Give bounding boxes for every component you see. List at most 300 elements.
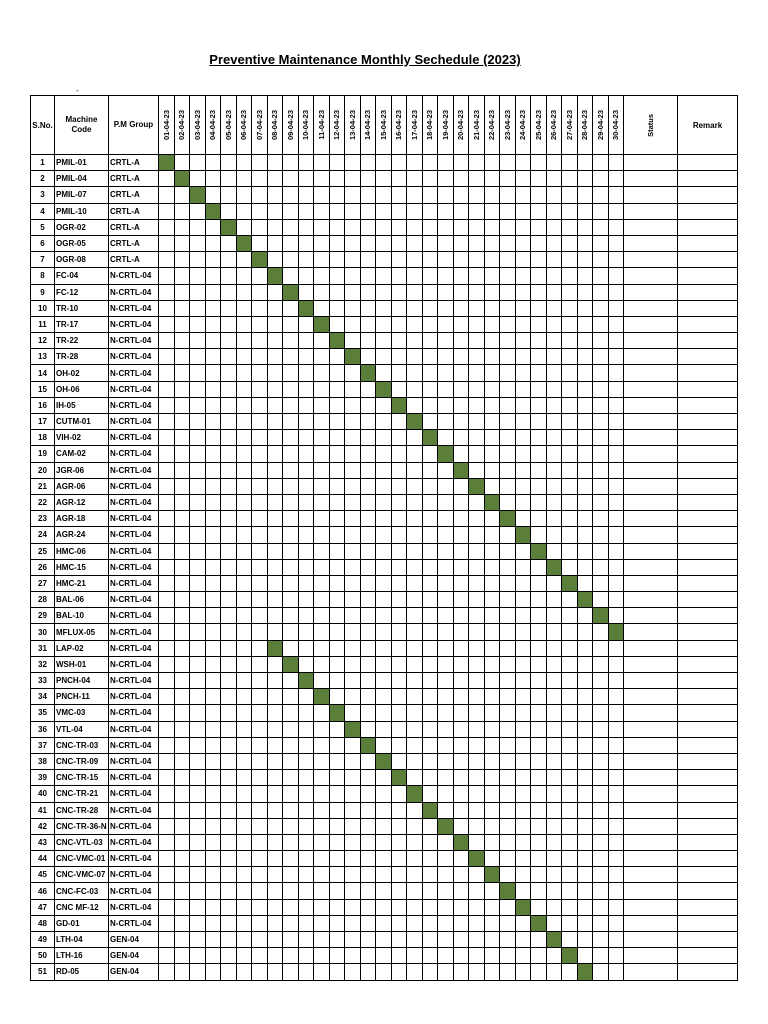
scheduled-cell — [562, 948, 578, 964]
day-cell — [252, 721, 268, 737]
table-row — [31, 171, 738, 187]
row-status — [624, 673, 678, 689]
day-cell — [314, 948, 330, 964]
day-cell — [438, 899, 454, 915]
table-row — [31, 284, 738, 300]
day-cell — [438, 430, 454, 446]
day-cell — [515, 397, 531, 413]
day-cell — [546, 446, 562, 462]
day-cell — [484, 365, 500, 381]
day-cell — [205, 300, 221, 316]
scheduled-cell — [546, 559, 562, 575]
day-cell — [314, 899, 330, 915]
day-cell — [608, 802, 624, 818]
day-cell — [345, 624, 361, 640]
day-cell — [391, 705, 407, 721]
day-cell — [531, 397, 547, 413]
day-cell — [438, 673, 454, 689]
day-cell — [391, 737, 407, 753]
day-cell — [329, 883, 345, 899]
day-cell — [608, 834, 624, 850]
day-cell — [221, 494, 237, 510]
scheduled-cell — [314, 316, 330, 332]
day-cell — [267, 932, 283, 948]
row-pm-group: N-CRTL-04 — [109, 802, 159, 818]
table-row — [31, 786, 738, 802]
day-cell — [484, 478, 500, 494]
day-cell — [360, 252, 376, 268]
day-cell — [422, 964, 438, 980]
day-cell — [376, 592, 392, 608]
row-pm-group: N-CRTL-04 — [109, 899, 159, 915]
day-cell — [484, 316, 500, 332]
header-date-label: 06-04-23 — [239, 109, 248, 141]
day-cell — [453, 543, 469, 559]
day-cell — [205, 478, 221, 494]
day-cell — [283, 834, 299, 850]
scheduled-cell — [159, 155, 175, 171]
day-cell — [360, 300, 376, 316]
day-cell — [221, 673, 237, 689]
row-sno: 50 — [31, 948, 55, 964]
day-cell — [252, 284, 268, 300]
scheduled-cell — [205, 203, 221, 219]
day-cell — [608, 494, 624, 510]
header-date — [159, 96, 175, 155]
day-cell — [360, 446, 376, 462]
day-cell — [221, 349, 237, 365]
day-cell — [360, 575, 376, 591]
row-pm-group: N-CRTL-04 — [109, 883, 159, 899]
day-cell — [376, 608, 392, 624]
day-cell — [345, 543, 361, 559]
header-date — [252, 96, 268, 155]
day-cell — [422, 575, 438, 591]
scheduled-cell — [236, 235, 252, 251]
row-pm-group: N-CRTL-04 — [109, 770, 159, 786]
day-cell — [267, 397, 283, 413]
day-cell — [469, 964, 485, 980]
day-cell — [469, 753, 485, 769]
day-cell — [407, 656, 423, 672]
day-cell — [329, 867, 345, 883]
day-cell — [438, 462, 454, 478]
day-cell — [205, 689, 221, 705]
row-remark — [678, 867, 738, 883]
day-cell — [422, 219, 438, 235]
day-cell — [484, 656, 500, 672]
day-cell — [252, 494, 268, 510]
day-cell — [546, 802, 562, 818]
day-cell — [577, 171, 593, 187]
day-cell — [500, 834, 516, 850]
day-cell — [376, 851, 392, 867]
day-cell — [407, 867, 423, 883]
day-cell — [391, 446, 407, 462]
day-cell — [422, 397, 438, 413]
day-cell — [438, 737, 454, 753]
day-cell — [360, 786, 376, 802]
day-cell — [314, 414, 330, 430]
day-cell — [376, 559, 392, 575]
day-cell — [283, 737, 299, 753]
day-cell — [236, 155, 252, 171]
header-date-label: 04-04-23 — [208, 109, 217, 141]
day-cell — [453, 867, 469, 883]
day-cell — [159, 656, 175, 672]
row-sno: 36 — [31, 721, 55, 737]
table-row — [31, 414, 738, 430]
row-sno: 16 — [31, 397, 55, 413]
day-cell — [376, 187, 392, 203]
day-cell — [577, 915, 593, 931]
row-status — [624, 300, 678, 316]
row-remark — [678, 802, 738, 818]
table-row — [31, 462, 738, 478]
day-cell — [469, 333, 485, 349]
day-cell — [298, 559, 314, 575]
day-cell — [345, 235, 361, 251]
day-cell — [391, 592, 407, 608]
scheduled-cell — [438, 818, 454, 834]
day-cell — [174, 786, 190, 802]
day-cell — [577, 867, 593, 883]
day-cell — [407, 235, 423, 251]
day-cell — [329, 462, 345, 478]
day-cell — [298, 527, 314, 543]
day-cell — [252, 948, 268, 964]
day-cell — [236, 381, 252, 397]
day-cell — [407, 284, 423, 300]
table-row — [31, 349, 738, 365]
row-machine-code: HMC-21 — [55, 575, 109, 591]
day-cell — [314, 494, 330, 510]
table-row — [31, 932, 738, 948]
day-cell — [546, 592, 562, 608]
day-cell — [453, 592, 469, 608]
day-cell — [422, 171, 438, 187]
day-cell — [608, 316, 624, 332]
scheduled-cell — [298, 673, 314, 689]
day-cell — [407, 494, 423, 510]
table-row — [31, 867, 738, 883]
table-row — [31, 268, 738, 284]
day-cell — [360, 948, 376, 964]
scheduled-cell — [407, 786, 423, 802]
day-cell — [438, 786, 454, 802]
table-row — [31, 753, 738, 769]
row-pm-group: N-CRTL-04 — [109, 333, 159, 349]
day-cell — [236, 883, 252, 899]
day-cell — [453, 219, 469, 235]
day-cell — [608, 365, 624, 381]
row-pm-group: N-CRTL-04 — [109, 430, 159, 446]
row-sno: 44 — [31, 851, 55, 867]
day-cell — [593, 899, 609, 915]
day-cell — [174, 608, 190, 624]
day-cell — [391, 883, 407, 899]
day-cell — [252, 171, 268, 187]
day-cell — [174, 964, 190, 980]
row-sno: 13 — [31, 349, 55, 365]
day-cell — [438, 770, 454, 786]
day-cell — [345, 446, 361, 462]
day-cell — [546, 155, 562, 171]
day-cell — [236, 446, 252, 462]
day-cell — [159, 349, 175, 365]
row-pm-group: N-CRTL-04 — [109, 753, 159, 769]
day-cell — [562, 867, 578, 883]
row-machine-code: OH-02 — [55, 365, 109, 381]
day-cell — [407, 462, 423, 478]
row-sno: 29 — [31, 608, 55, 624]
day-cell — [174, 284, 190, 300]
table-row — [31, 851, 738, 867]
day-cell — [236, 948, 252, 964]
day-cell — [577, 203, 593, 219]
day-cell — [329, 673, 345, 689]
day-cell — [190, 834, 206, 850]
day-cell — [453, 705, 469, 721]
day-cell — [593, 818, 609, 834]
day-cell — [314, 155, 330, 171]
day-cell — [174, 867, 190, 883]
day-cell — [500, 543, 516, 559]
day-cell — [267, 155, 283, 171]
day-cell — [236, 430, 252, 446]
day-cell — [608, 414, 624, 430]
day-cell — [236, 333, 252, 349]
day-cell — [531, 462, 547, 478]
day-cell — [562, 155, 578, 171]
day-cell — [205, 721, 221, 737]
day-cell — [190, 802, 206, 818]
day-cell — [577, 430, 593, 446]
day-cell — [159, 786, 175, 802]
day-cell — [562, 543, 578, 559]
day-cell — [345, 316, 361, 332]
day-cell — [174, 446, 190, 462]
day-cell — [345, 640, 361, 656]
day-cell — [577, 932, 593, 948]
day-cell — [360, 349, 376, 365]
day-cell — [577, 349, 593, 365]
day-cell — [515, 268, 531, 284]
day-cell — [205, 349, 221, 365]
day-cell — [190, 689, 206, 705]
day-cell — [298, 446, 314, 462]
row-status — [624, 462, 678, 478]
row-status — [624, 575, 678, 591]
scheduled-cell — [577, 592, 593, 608]
row-pm-group: N-CRTL-04 — [109, 543, 159, 559]
day-cell — [159, 802, 175, 818]
day-cell — [453, 430, 469, 446]
day-cell — [298, 948, 314, 964]
day-cell — [174, 559, 190, 575]
row-status — [624, 948, 678, 964]
day-cell — [422, 316, 438, 332]
table-row — [31, 899, 738, 915]
day-cell — [453, 770, 469, 786]
day-cell — [252, 478, 268, 494]
row-remark — [678, 689, 738, 705]
day-cell — [515, 608, 531, 624]
row-status — [624, 689, 678, 705]
header-date-label: 02-04-23 — [177, 109, 186, 141]
day-cell — [562, 478, 578, 494]
day-cell — [438, 689, 454, 705]
row-sno: 47 — [31, 899, 55, 915]
row-machine-code: AGR-06 — [55, 478, 109, 494]
row-status — [624, 414, 678, 430]
table-row — [31, 964, 738, 980]
day-cell — [500, 770, 516, 786]
day-cell — [190, 608, 206, 624]
day-cell — [391, 155, 407, 171]
day-cell — [174, 494, 190, 510]
day-cell — [236, 494, 252, 510]
day-cell — [221, 268, 237, 284]
day-cell — [190, 365, 206, 381]
day-cell — [267, 252, 283, 268]
day-cell — [407, 834, 423, 850]
day-cell — [546, 527, 562, 543]
day-cell — [453, 511, 469, 527]
table-row — [31, 624, 738, 640]
row-status — [624, 252, 678, 268]
day-cell — [515, 867, 531, 883]
row-status — [624, 381, 678, 397]
day-cell — [546, 818, 562, 834]
day-cell — [236, 252, 252, 268]
day-cell — [391, 252, 407, 268]
day-cell — [593, 786, 609, 802]
day-cell — [376, 673, 392, 689]
day-cell — [546, 575, 562, 591]
day-cell — [407, 948, 423, 964]
day-cell — [205, 753, 221, 769]
day-cell — [283, 268, 299, 284]
day-cell — [422, 527, 438, 543]
row-status — [624, 964, 678, 980]
day-cell — [577, 300, 593, 316]
day-cell — [345, 397, 361, 413]
day-cell — [500, 219, 516, 235]
day-cell — [298, 381, 314, 397]
day-cell — [562, 268, 578, 284]
day-cell — [329, 592, 345, 608]
day-cell — [593, 430, 609, 446]
day-cell — [500, 316, 516, 332]
day-cell — [159, 235, 175, 251]
row-machine-code: BAL-10 — [55, 608, 109, 624]
day-cell — [267, 365, 283, 381]
day-cell — [236, 673, 252, 689]
row-remark — [678, 430, 738, 446]
scheduled-cell — [329, 705, 345, 721]
row-sno: 20 — [31, 462, 55, 478]
row-pm-group: N-CRTL-04 — [109, 721, 159, 737]
day-cell — [515, 430, 531, 446]
row-sno: 35 — [31, 705, 55, 721]
day-cell — [283, 316, 299, 332]
day-cell — [360, 592, 376, 608]
day-cell — [174, 721, 190, 737]
day-cell — [577, 365, 593, 381]
day-cell — [469, 834, 485, 850]
day-cell — [546, 640, 562, 656]
scheduled-cell — [190, 187, 206, 203]
day-cell — [422, 284, 438, 300]
day-cell — [360, 430, 376, 446]
day-cell — [515, 575, 531, 591]
day-cell — [267, 219, 283, 235]
day-cell — [391, 834, 407, 850]
day-cell — [267, 721, 283, 737]
day-cell — [190, 786, 206, 802]
day-cell — [221, 171, 237, 187]
day-cell — [453, 559, 469, 575]
day-cell — [314, 235, 330, 251]
row-machine-code: PMIL-04 — [55, 171, 109, 187]
day-cell — [484, 349, 500, 365]
day-cell — [345, 883, 361, 899]
day-cell — [593, 252, 609, 268]
day-cell — [174, 333, 190, 349]
day-cell — [469, 171, 485, 187]
day-cell — [422, 851, 438, 867]
day-cell — [546, 494, 562, 510]
day-cell — [267, 608, 283, 624]
row-status — [624, 753, 678, 769]
day-cell — [283, 527, 299, 543]
day-cell — [376, 300, 392, 316]
day-cell — [376, 446, 392, 462]
day-cell — [221, 834, 237, 850]
day-cell — [221, 883, 237, 899]
day-cell — [267, 171, 283, 187]
day-cell — [546, 511, 562, 527]
day-cell — [314, 187, 330, 203]
day-cell — [298, 737, 314, 753]
day-cell — [515, 624, 531, 640]
day-cell — [190, 252, 206, 268]
day-cell — [360, 883, 376, 899]
day-cell — [500, 673, 516, 689]
row-remark — [678, 414, 738, 430]
day-cell — [329, 656, 345, 672]
row-sno: 6 — [31, 235, 55, 251]
day-cell — [236, 608, 252, 624]
day-cell — [469, 155, 485, 171]
day-cell — [608, 705, 624, 721]
day-cell — [174, 252, 190, 268]
day-cell — [562, 851, 578, 867]
day-cell — [314, 640, 330, 656]
day-cell — [314, 867, 330, 883]
header-date-label: 18-04-23 — [425, 109, 434, 141]
day-cell — [205, 284, 221, 300]
header-remark: Remark — [678, 96, 738, 155]
day-cell — [205, 915, 221, 931]
day-cell — [422, 333, 438, 349]
day-cell — [205, 575, 221, 591]
day-cell — [190, 300, 206, 316]
day-cell — [562, 446, 578, 462]
row-remark — [678, 171, 738, 187]
row-remark — [678, 932, 738, 948]
